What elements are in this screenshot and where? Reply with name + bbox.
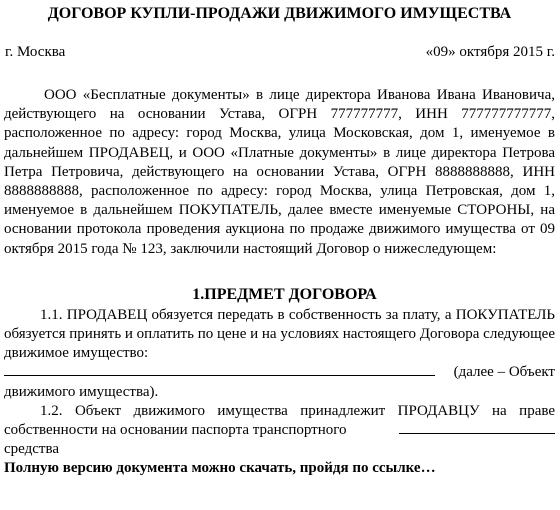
section-1-title: 1.ПРЕДМЕТ ДОГОВОРА bbox=[192, 285, 377, 303]
document-title: ДОГОВОР КУПЛИ-ПРОДАЖИ ДВИЖИМОГО ИМУЩЕСТВА bbox=[47, 5, 512, 22]
object-description-blank[interactable] bbox=[4, 363, 435, 376]
clause-1-1-tail: (далее – Объект bbox=[453, 364, 555, 381]
passport-blank[interactable] bbox=[399, 421, 555, 434]
clause-1-2-line2-text: собственности на основании паспорта транспортного средства bbox=[4, 422, 347, 458]
date: «09» октября 2015 г. bbox=[425, 44, 555, 60]
download-note[interactable]: Полную версию документа можно скачать, пройдя по ссылке… bbox=[4, 460, 436, 477]
clause-1-1: 1.1. ПРОДАВЕЦ обязуется передать в собственность за плату, а ПОКУПАТЕЛЬ обязуется принять и оплатить по цене и на условиях настоящего Договора следующее движимое имущество: bbox=[4, 306, 555, 362]
intro-paragraph: ООО «Бесплатные документы» в лице директора Иванова Ивана Ивановича, действующего на основании Устава, ОГРН 777777777, ИНН 777777777777, расположенное по адресу: город Москва, улица Московская, дом 1, именуемое в дальнейшем ПРОДАВЕЦ, и ООО «Платные документы» в лице директора Петрова Петра Петровича, действующего на основании Устава, ОГРН 8888888888, ИНН 8888888888, расположенное по адресу: город Москва, улица Петровская, дом 1, именуемое в дальнейшем ПОКУПАТЕЛЬ, далее вместе именуемые СТОРОНЫ, на основании протокола проведения аукциона по продаже движимого имущества от 09 октября 2015 года № 123, заключили настоящий Договор о нижеследующем: bbox=[4, 87, 555, 257]
clause-1-2-line2 bbox=[4, 421, 555, 459]
clause-1-1-blank-row bbox=[4, 363, 555, 382]
city-date-row bbox=[4, 43, 555, 62]
clause-1-2: 1.2. Объект движимого имущества принадлежит ПРОДАВЦУ на праве bbox=[40, 402, 555, 419]
city: г. Москва bbox=[5, 44, 66, 60]
clause-1-1-end: движимого имущества). bbox=[4, 383, 159, 400]
